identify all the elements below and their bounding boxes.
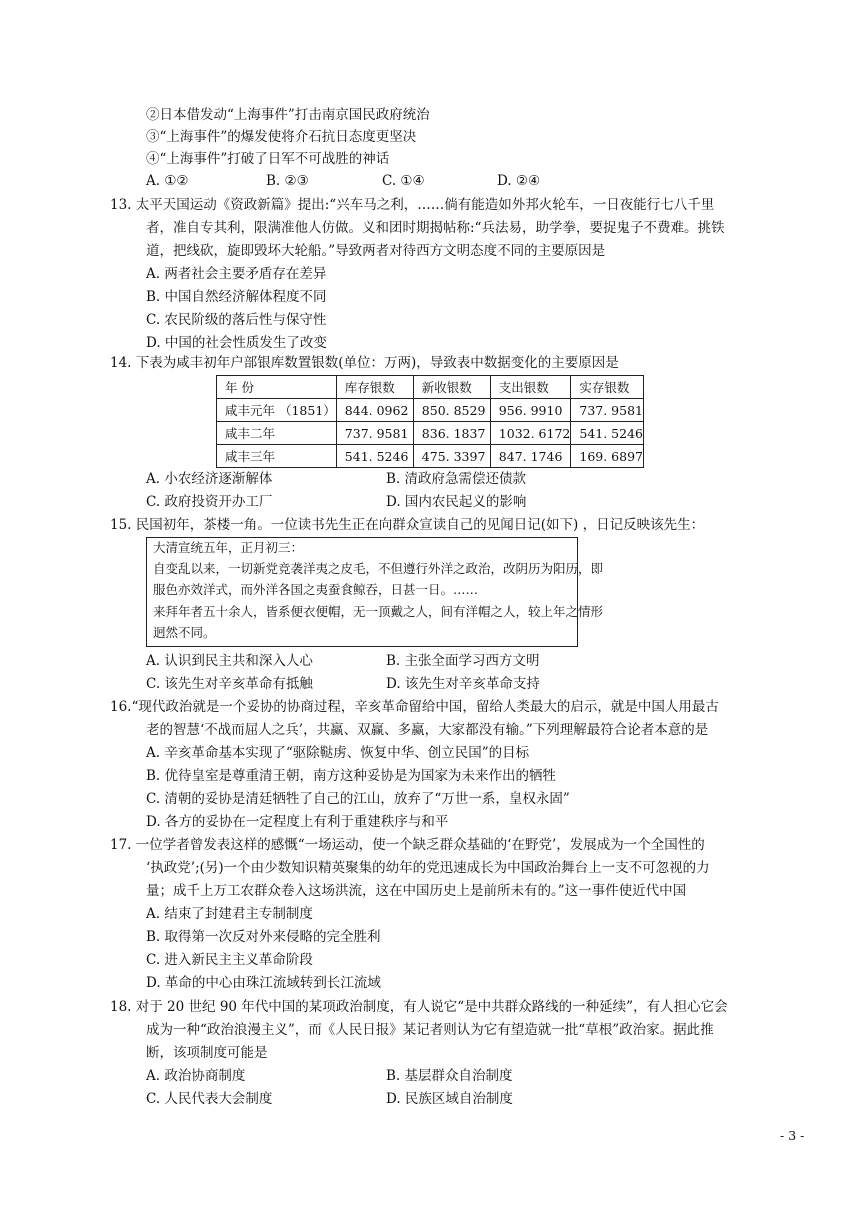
q15-option-a: A. 认识到民主共和深入人心 — [146, 653, 313, 669]
q12-statement-4: ④“上海事件”打破了日军不可战胜的神话 — [146, 151, 390, 167]
q13-stem-line-3: 道，把线砍，旋即毁坏大轮船。”导致两者对待西方文明态度不同的主要原因是 — [146, 243, 606, 259]
q16-option-d: D. 各方的妥协在一定程度上有利于重建秩序与和平 — [146, 814, 449, 830]
q13-stem-line-2: 者，准自专其利，限满准他人仿做。义和团时期揭帖称:“兵法易，助学拳，要捉鬼子不费难。挑铁 — [146, 220, 725, 236]
q12-option-d: D. ②④ — [497, 173, 541, 189]
table-row — [217, 422, 644, 445]
diary-excerpt-box — [146, 537, 604, 647]
table-header-cell: 年 份 — [217, 376, 337, 399]
q18-option-d: D. 民族区域自治制度 — [386, 1091, 513, 1107]
table-cell: 1032. 6172 — [490, 422, 571, 445]
table-header-cell: 支出银数 — [490, 376, 571, 399]
diary-line: 自变乱以来，一切新党竞袭洋夷之皮毛，不但遵行外洋之政治，改阴历为阳历，即 — [153, 561, 604, 576]
table-cell: 956. 9910 — [490, 399, 571, 422]
table-row — [217, 445, 644, 468]
q15-option-c: C. 该先生对辛亥革命有抵触 — [146, 676, 313, 692]
diary-line: 大清宣统五年，正月初三： — [153, 540, 304, 555]
silver-reserve-table — [216, 375, 644, 468]
q13-option-b: B. 中国自然经济解体程度不同 — [146, 289, 327, 305]
q16-stem-line-2: 老的智慧‘不战而屈人之兵’，共赢、双赢、多赢，大家都没有输。”下列理解最符合论者本意的是 — [146, 722, 709, 738]
q18-stem-line-2: 成为一种“政治浪漫主义”，而《人民日报》某记者则认为它有望造就一批“草根”政治家。据此推 — [146, 1022, 714, 1038]
table-cell: 847. 1746 — [490, 445, 571, 468]
q18-stem-line-1: 18. 对于 20 世纪 90 年代中国的某项政治制度，有人说它“是中共群众路线的一种延续”，有人担心它会 — [110, 999, 728, 1015]
table-cell: 咸丰元年 （1851） — [217, 399, 337, 422]
q12-option-a: A. ①② — [146, 173, 189, 189]
page-number: - 3 - — [780, 1128, 805, 1143]
q16-option-b: B. 优待皇室是尊重清王朝，南方这种妥协是为国家为未来作出的牺牲 — [146, 768, 557, 784]
q17-stem-line-2: ‘执政党’;(另)一个由少数知识精英聚集的幼年的党迅速成长为中国政治舞台上一支不可忽视的力 — [146, 860, 710, 876]
q16-option-c: C. 清朝的妥协是清廷牺牲了自己的江山，放弃了“万世一系，皇权永固” — [146, 791, 570, 807]
q17-option-c: C. 进入新民主主义革命阶段 — [146, 952, 313, 968]
q15-option-b: B. 主张全面学习西方文明 — [386, 653, 540, 669]
q18-option-c: C. 人民代表大会制度 — [146, 1091, 273, 1107]
table-cell: 541. 5246 — [336, 445, 413, 468]
q13-option-d: D. 中国的社会性质发生了改变 — [146, 335, 327, 351]
q17-option-b: B. 取得第一次反对外来侵略的完全胜利 — [146, 929, 381, 945]
table-cell: 737. 9581 — [571, 399, 644, 422]
q13-stem-line-1: 13. 太平天国运动《资政新篇》提出:“兴车马之利，……倘有能造如外邦火轮车，一日夜能行七八千里 — [110, 197, 715, 213]
diary-line: 服色亦效洋式，而外洋各国之夷蚕食鲸吞，日甚一日。…… — [153, 582, 479, 597]
q18-option-a: A. 政治协商制度 — [146, 1068, 246, 1084]
table-cell: 737. 9581 — [336, 422, 413, 445]
q12-statement-3: ③“上海事件”的爆发使将介石抗日态度更坚决 — [146, 129, 417, 145]
q12-statement-2: ②日本借发动“上海事件”打击南京国民政府统治 — [146, 107, 430, 123]
q16-option-a: A. 辛亥革命基本实现了“驱除鞑虏、恢复中华、创立民国”的目标 — [146, 745, 530, 761]
table-cell: 836. 1837 — [413, 422, 490, 445]
q14-option-b: B. 清政府急需偿还债款 — [386, 471, 527, 487]
table-header-row — [217, 376, 644, 399]
q18-stem-line-3: 断，该项制度可能是 — [146, 1045, 268, 1061]
q18-option-b: B. 基层群众自治制度 — [386, 1068, 513, 1084]
table-cell: 844. 0962 — [336, 399, 413, 422]
q15-stem: 15. 民国初年，茶楼一角。一位读书先生正在向群众宣读自己的见闻日记(如下) ，日记反映该先生： — [110, 517, 705, 533]
diary-line: 迥然不同。 — [153, 625, 216, 640]
q12-option-b: B. ②③ — [266, 173, 309, 189]
q17-stem-line-3: 量；成千上万工农群众卷入这场洪流，这在中国历史上是前所未有的。”这一事件使近代中国 — [146, 883, 687, 899]
q13-option-a: A. 两者社会主要矛盾存在差异 — [146, 266, 327, 282]
table-cell: 咸丰二年 — [217, 422, 337, 445]
q13-option-c: C. 农民阶级的落后性与保守性 — [146, 312, 327, 328]
table-header-cell: 库存银数 — [336, 376, 413, 399]
table-cell: 169. 6897 — [571, 445, 644, 468]
q17-option-a: A. 结束了封建君主专制制度 — [146, 906, 313, 922]
q16-stem-line-1: 16.“现代政治就是一个妥协的协商过程，辛亥革命留给中国，留给人类最大的启示，就是中国人用最古 — [110, 699, 719, 715]
q14-option-d: D. 国内农民起义的影响 — [386, 494, 527, 510]
q12-option-c: C. ①④ — [382, 173, 425, 189]
diary-line: 来拜年者五十余人，皆系便衣便帽，无一顶戴之人，间有洋帽之人，较上年之情形 — [153, 604, 604, 619]
q14-option-c: C. 政府投资开办工厂 — [146, 494, 273, 510]
table-cell: 541. 5246 — [571, 422, 644, 445]
table-cell: 850. 8529 — [413, 399, 490, 422]
q14-stem: 14. 下表为咸丰初年户部银库数置银数(单位：万两)，导致表中数据变化的主要原因是 — [110, 355, 619, 371]
table-header-cell: 实存银数 — [571, 376, 644, 399]
q15-option-d: D. 该先生对辛亥革命支持 — [386, 676, 540, 692]
table-cell: 475. 3397 — [413, 445, 490, 468]
table-header-cell: 新收银数 — [413, 376, 490, 399]
table-cell: 咸丰三年 — [217, 445, 337, 468]
q17-stem-line-1: 17. 一位学者曾发表这样的感慨“一场运动，使一个缺乏群众基础的‘在野党’，发展成为一个全国性的 — [110, 837, 705, 853]
q14-option-a: A. 小农经济逐渐解体 — [146, 471, 273, 487]
table-row — [217, 399, 644, 422]
q17-option-d: D. 革命的中心由珠江流域转到长江流域 — [146, 975, 381, 991]
